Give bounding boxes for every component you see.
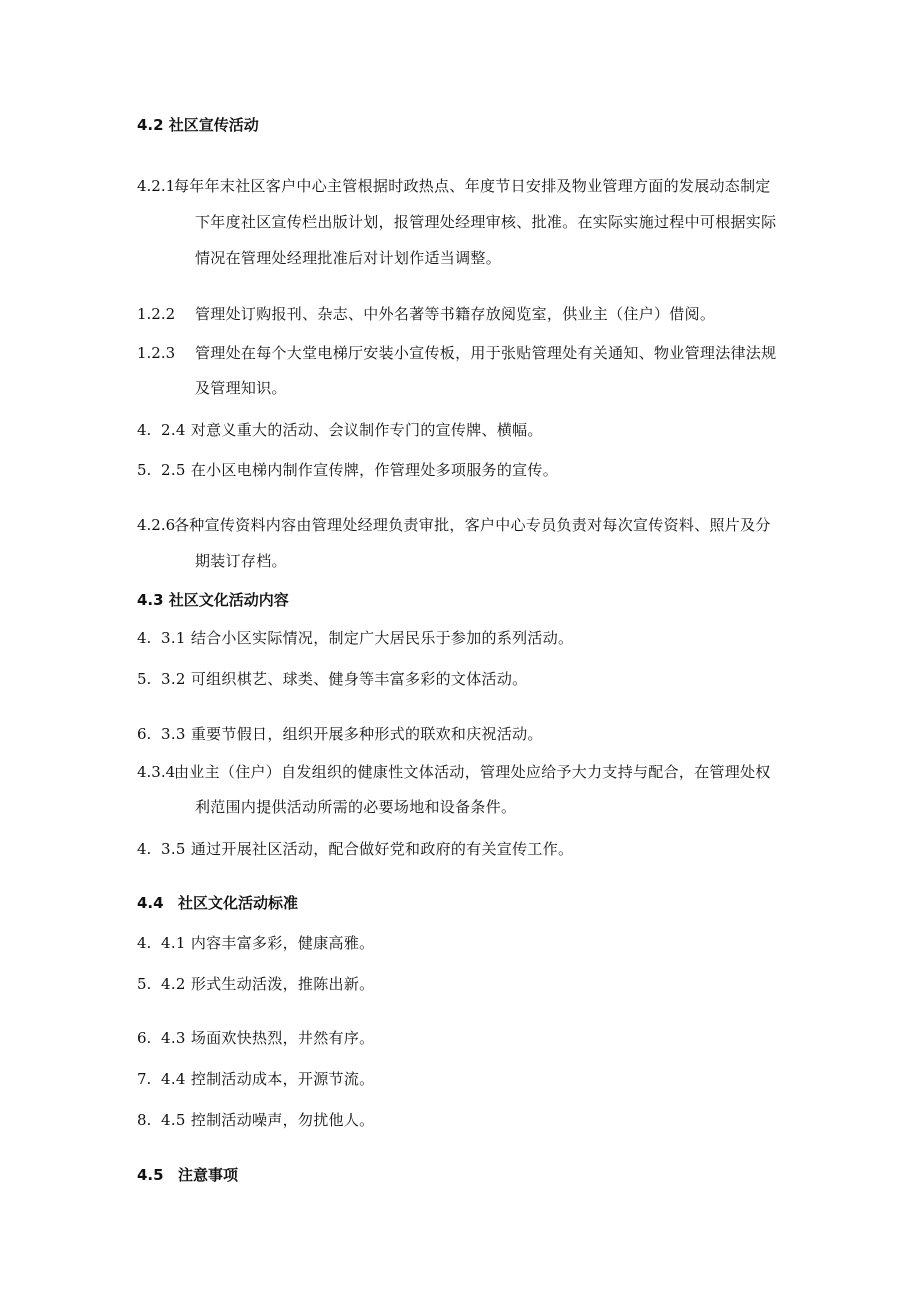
paragraph-line: 利范围内提供活动所需的必要场地和设备条件。 [195,798,517,816]
item-number: 8. [137,1111,152,1129]
paragraph-line: 3.2 可组织棋艺、球类、健身等丰富多彩的文体活动。 [161,670,528,688]
paragraph-line: 4.1 内容丰富多彩，健康高雅。 [161,934,375,952]
item-number: 4. [137,629,152,647]
paragraph-line: 3.1 结合小区实际情况，制定广大居民乐于参加的系列活动。 [161,629,574,647]
section-number-4-4: 4.4 [137,894,164,912]
paragraph-line: 4.2 形式生动活泼，推陈出新。 [161,975,375,993]
item-number: 5. [137,975,152,993]
item-number: 6. [137,1029,152,1047]
item-number: 4.2.1 [137,177,176,195]
paragraph-line: 由业主（住户）自发组织的健康性文体活动，管理处应给予大力支持与配合，在管理处权 [174,763,771,781]
item-number: 7. [137,1070,152,1088]
item-number: 4. [137,934,152,952]
section-number-4-5: 4.5 [137,1166,164,1184]
paragraph-line: 管理处订购报刊、杂志、中外名著等书籍存放阅览室，供业主（住户）借阅。 [195,305,716,323]
item-number: 1.2.3 [137,344,176,362]
paragraph-line: 4.3 场面欢快热烈，井然有序。 [161,1029,375,1047]
paragraph-line: 各种宣传资料内容由管理处经理负责审批，客户中心专员负责对每次宣传资料、照片及分 [174,516,771,534]
paragraph-line: 4.5 控制活动噪声，勿扰他人。 [161,1111,375,1129]
paragraph-line: 下年度社区宣传栏出版计划，报管理处经理审核、批准。在实际实施过程中可根据实际 [195,213,777,231]
paragraph-line: 每年年末社区客户中心主管根据时政热点、年度节日安排及物业管理方面的发展动态制定 [174,177,771,195]
paragraph-line: 情况在管理处经理批准后对计划作适当调整。 [195,249,502,267]
paragraph-line: 2.4 对意义重大的活动、会议制作专门的宣传牌、横幅。 [161,421,543,439]
paragraph-line: 期装订存档。 [195,552,287,570]
item-number: 4.2.6 [137,516,176,534]
section-heading-4-4: 社区文化活动标准 [178,894,299,912]
item-number: 4. [137,840,152,858]
item-number: 5. [137,461,152,479]
paragraph-line: 管理处在每个大堂电梯厅安装小宣传板，用于张贴管理处有关通知、物业管理法律法规 [195,344,777,362]
item-number: 6. [137,725,152,743]
item-number: 5. [137,670,152,688]
paragraph-line: 3.3 重要节假日，组织开展多种形式的联欢和庆祝活动。 [161,725,543,743]
item-number: 4.3.4 [137,763,176,781]
section-heading-4-3: 4.3 社区文化活动内容 [137,591,289,609]
paragraph-line: 3.5 通过开展社区活动，配合做好党和政府的有关宣传工作。 [161,840,574,858]
paragraph-line: 2.5 在小区电梯内制作宣传牌，作管理处多项服务的宣传。 [161,461,559,479]
item-number: 4. [137,421,152,439]
section-heading-4-2: 4.2 社区宣传活动 [137,116,259,134]
item-number: 1.2.2 [137,305,176,323]
section-heading-4-5: 注意事项 [178,1166,239,1184]
paragraph-line: 及管理知识。 [195,379,287,397]
paragraph-line: 4.4 控制活动成本，开源节流。 [161,1070,375,1088]
